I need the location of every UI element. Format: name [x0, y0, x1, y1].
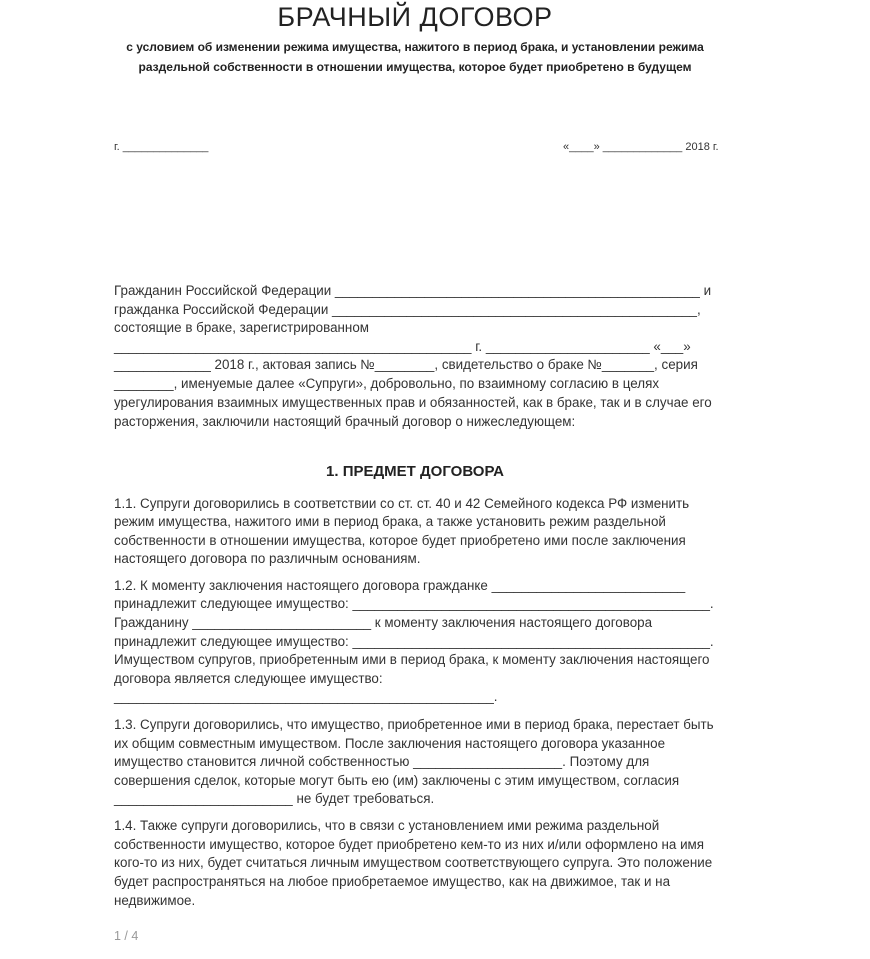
clause-line: 1.1. Супруги договорились в соответствии со ст. ст. 40 и 42 Семейного кодекса РФ изменить [114, 496, 690, 511]
clause-line: собственности имущество, которое будет приобретено кем-то из них и/или оформлено на имя [114, 837, 705, 852]
preamble-line: Гражданин Российской Федерации _________________________________________________ и [114, 283, 712, 298]
preamble-line: расторжения, заключили настоящий брачный договор о нижеследующем: [114, 414, 576, 429]
clause-line: Гражданину ________________________ к моменту заключения настоящего договора [114, 615, 653, 630]
clause-line: ________________________ не будет требоваться. [114, 791, 435, 806]
clause-line: кого-то из них, будет считаться личным имуществом соответствующего супруга. Это положение [114, 855, 713, 870]
clause-line: 1.4. Также супруги договорились, что в связи с установлением ими режима раздельной [114, 818, 660, 833]
clause-line: собственности в отношении имущества, которое будет приобретено ими после заключения [114, 533, 686, 548]
preamble-line: ________________________________________________ г. ______________________ «___» [114, 339, 691, 354]
clause-line: 1.2. К моменту заключения настоящего договора гражданке __________________________ [114, 578, 686, 593]
clause-line: принадлежит следующее имущество: ________________________________________________. [114, 634, 714, 649]
clause-line: ___________________________________________________. [114, 689, 498, 704]
preamble-line: урегулирования взаимных имущественных прав и обязанностей, как в браке, так и в случае его [114, 395, 712, 410]
clause-line: 1.3. Супруги договорились, что имущество, приобретенное ими в период брака, перестает быть [114, 717, 714, 732]
clause-line: будет распространяться на любое приобретаемое имущество, как на движимое, так и на [114, 874, 671, 889]
preamble-line: _____________ 2018 г., актовая запись №________, свидетельство о браке №_______, серия [114, 357, 698, 372]
preamble-line: состоящие в браке, зарегистрированном [114, 320, 369, 335]
document-title: БРАЧНЫЙ ДОГОВОР [277, 2, 553, 32]
clause-line: Имуществом супругов, приобретенным ими в период брака, к моменту заключения настоящего [114, 652, 710, 667]
document-subtitle-line-1: с условием об изменении режима имущества, нажитого в период брака, и установлении режима [126, 40, 704, 54]
clause-line: режим имущества, нажитого ими в период брака, а также установить режим раздельной [114, 514, 666, 529]
preamble-line: ________, именуемые далее «Супруги», добровольно, по взаимному согласию в целях [114, 376, 660, 391]
page-number: 1 / 4 [114, 929, 139, 943]
clause-line: принадлежит следующее имущество: ________________________________________________. [114, 596, 714, 611]
clause-line: совершения сделок, которые могут быть ею (им) заключены с этим имуществом, согласия [114, 773, 680, 788]
preamble-line: гражданка Российской Федерации _________________________________________________, [114, 302, 701, 317]
section-1-heading: 1. ПРЕДМЕТ ДОГОВОРА [326, 463, 504, 480]
place-line: г. ______________ [114, 141, 209, 153]
clause-line: недвижимое. [114, 893, 196, 908]
clause-line: настоящего договора по различным основаниям. [114, 551, 421, 566]
clause-line: их общим совместным имуществом. После заключения настоящего договора указанное [114, 736, 666, 751]
date-line: «____» _____________ 2018 г. [563, 141, 719, 153]
document-subtitle-line-2: раздельной собственности в отношении имущества, которое будет приобретено в будущем [138, 60, 692, 74]
clause-line: имущество становится личной собственностью ____________________. Поэтому для [114, 754, 650, 769]
clause-line: договора является следующее имущество: [114, 671, 383, 686]
